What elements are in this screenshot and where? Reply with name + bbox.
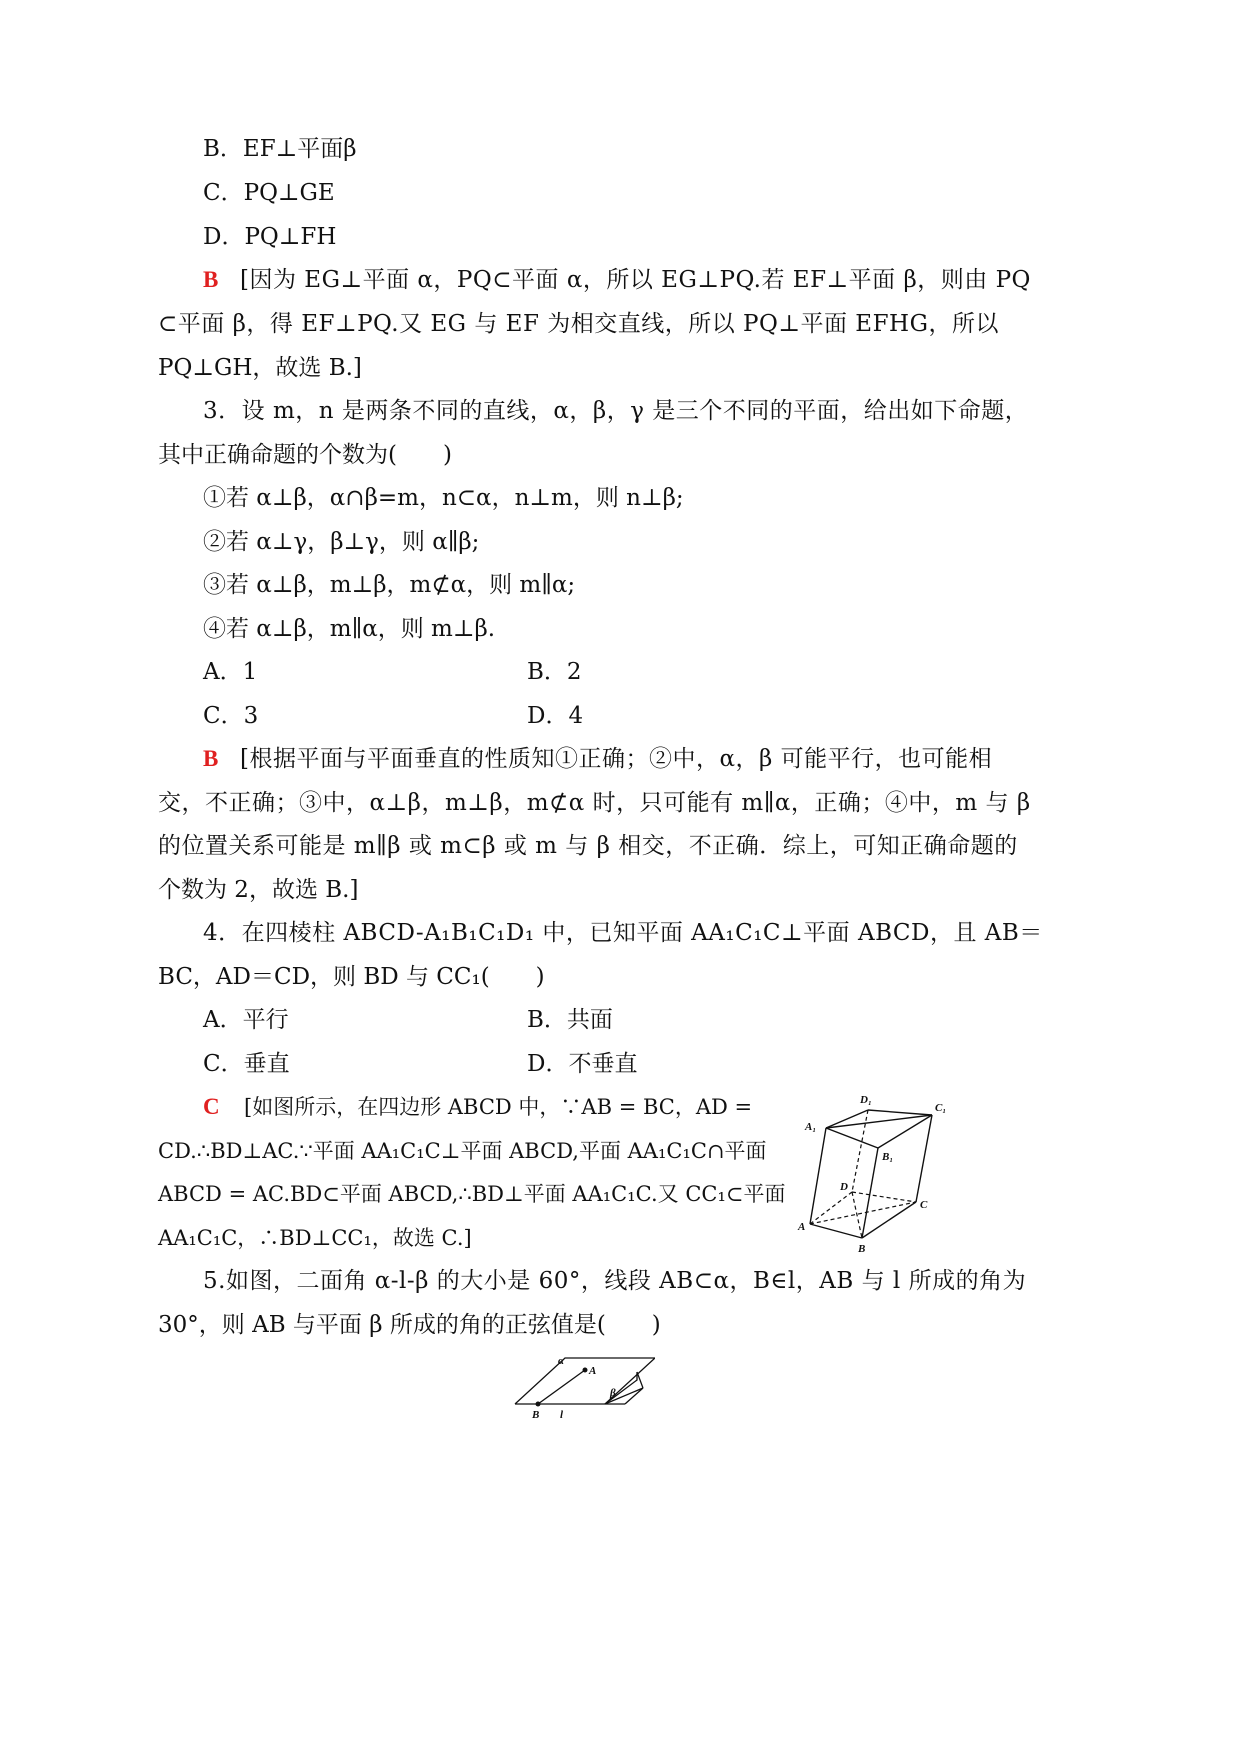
- label-a: A: [589, 1365, 597, 1377]
- plane-beta-back: [637, 1372, 643, 1388]
- segment-ab: [538, 1370, 585, 1404]
- edge-b1-a1: [826, 1128, 878, 1148]
- q3-solution-line-4: 个数为 2，故选 B.]: [158, 877, 359, 903]
- hidden-edge-d-c: [852, 1192, 916, 1202]
- label-b: B: [532, 1409, 540, 1421]
- q3-option-a: A．1: [203, 659, 258, 685]
- q4-option-b: B．共面: [527, 1007, 613, 1033]
- label-d1: D₁: [860, 1094, 872, 1106]
- edge-a-b: [810, 1224, 862, 1238]
- label-l: l: [560, 1409, 564, 1421]
- point-a: [583, 1368, 588, 1373]
- q2-answer-letter: B: [203, 267, 219, 292]
- edge-a1-a: [810, 1128, 826, 1224]
- label-a1: A₁: [805, 1121, 817, 1133]
- q4-solution-line-2: CD.∴BD⊥AC.∵平面 AA₁C₁C⊥平面 ABCD,平面 AA₁C₁C∩平面: [158, 1139, 767, 1163]
- q3-stem-line-2: 其中正确命题的个数为( ): [158, 442, 452, 468]
- label-b: B: [858, 1243, 866, 1255]
- q4-solution-line-3: ABCD = AC.BD⊂平面 ABCD,∴BD⊥平面 AA₁C₁C.又 CC₁⊂平面: [158, 1182, 786, 1206]
- q4-stem-line-2: BC，AD＝CD，则 BD 与 CC₁( ): [158, 964, 545, 990]
- edge-c1-c: [916, 1115, 932, 1202]
- q4-option-a: A．平行: [203, 1007, 289, 1033]
- label-c1: C₁: [935, 1102, 947, 1114]
- q3-proposition-1: ①若 α⊥β，α∩β=m，n⊂α，n⊥m，则 n⊥β;: [203, 485, 684, 511]
- label-a: A: [798, 1221, 806, 1233]
- q3-stem-line-1: 3．设 m，n 是两条不同的直线，α，β，γ 是三个不同的平面，给出如下命题，: [203, 398, 1029, 424]
- label-alpha: α: [558, 1355, 565, 1367]
- edge-d1-c1: [868, 1110, 932, 1115]
- q3-proposition-3: ③若 α⊥β，m⊥β，m⊄α，则 m∥α;: [203, 572, 576, 598]
- q3-solution-line-2: 交，不正确；③中，α⊥β，m⊥β，m⊄α 时，只可能有 m∥α，正确；④中，m 与 β: [158, 790, 1031, 816]
- q4-option-c: C．垂直: [203, 1051, 290, 1077]
- label-d: D: [840, 1181, 848, 1193]
- q5-stem-line-2: 30°，则 AB 与平面 β 所成的角的正弦值是( ): [158, 1312, 661, 1338]
- label-beta: β: [610, 1387, 616, 1399]
- q3-option-d: D．4: [527, 703, 584, 729]
- label-b1: B₁: [882, 1151, 894, 1163]
- dihedral-figure: [505, 1350, 655, 1430]
- edge-b1-b: [862, 1148, 878, 1238]
- point-b: [536, 1402, 541, 1407]
- q5-stem-line-1: 5.如图，二面角 α-l-β 的大小是 60°，线段 AB⊂α，B∈l，AB 与 l 所成的角为: [203, 1268, 1027, 1294]
- q2-solution-line-1: [因为 EG⊥平面 α，PQ⊂平面 α，所以 EG⊥PQ.若 EF⊥平面 β，则由 PQ: [240, 267, 1031, 293]
- q2-solution-line-2: ⊂平面 β，得 EF⊥PQ.又 EG 与 EF 为相交直线，所以 PQ⊥平面 EFHG，所以: [158, 311, 999, 337]
- q3-proposition-2: ②若 α⊥γ，β⊥γ，则 α∥β;: [203, 529, 480, 555]
- q3-solution-line-1: [根据平面与平面垂直的性质知①正确；②中，α，β 可能平行，也可能相: [240, 746, 993, 772]
- q2-option-b: B．EF⊥平面β: [203, 136, 357, 162]
- hidden-edge-d1-d: [852, 1110, 868, 1192]
- q3-option-c: C．3: [203, 703, 259, 729]
- plane-alpha: [515, 1358, 655, 1404]
- q4-stem-line-1: 4．在四棱柱 ABCD-A₁B₁C₁D₁ 中，已知平面 AA₁C₁C⊥平面 ABCD，且 AB＝: [203, 920, 1043, 946]
- q3-answer-letter: B: [203, 746, 219, 771]
- q4-solution-line-1: [如图所示，在四边形 ABCD 中，∵AB = BC，AD =: [244, 1095, 753, 1119]
- q3-option-b: B．2: [527, 659, 582, 685]
- q2-option-c: C．PQ⊥GE: [203, 180, 335, 206]
- q2-option-d: D．PQ⊥FH: [203, 224, 337, 250]
- q2-solution-line-3: PQ⊥GH，故选 B.]: [158, 355, 362, 381]
- plane-beta-side: [625, 1388, 643, 1404]
- label-c: C: [920, 1199, 928, 1211]
- q3-proposition-4: ④若 α⊥β，m∥α，则 m⊥β.: [203, 616, 496, 642]
- q4-solution-line-4: AA₁C₁C，∴BD⊥CC₁，故选 C.]: [158, 1226, 472, 1250]
- q3-solution-line-3: 的位置关系可能是 m∥β 或 m⊂β 或 m 与 β 相交，不正确．综上，可知正确命题的: [158, 833, 1018, 859]
- q4-option-d: D．不垂直: [527, 1051, 638, 1077]
- q4-answer-letter: C: [203, 1094, 220, 1119]
- prism-figure: [790, 1088, 970, 1258]
